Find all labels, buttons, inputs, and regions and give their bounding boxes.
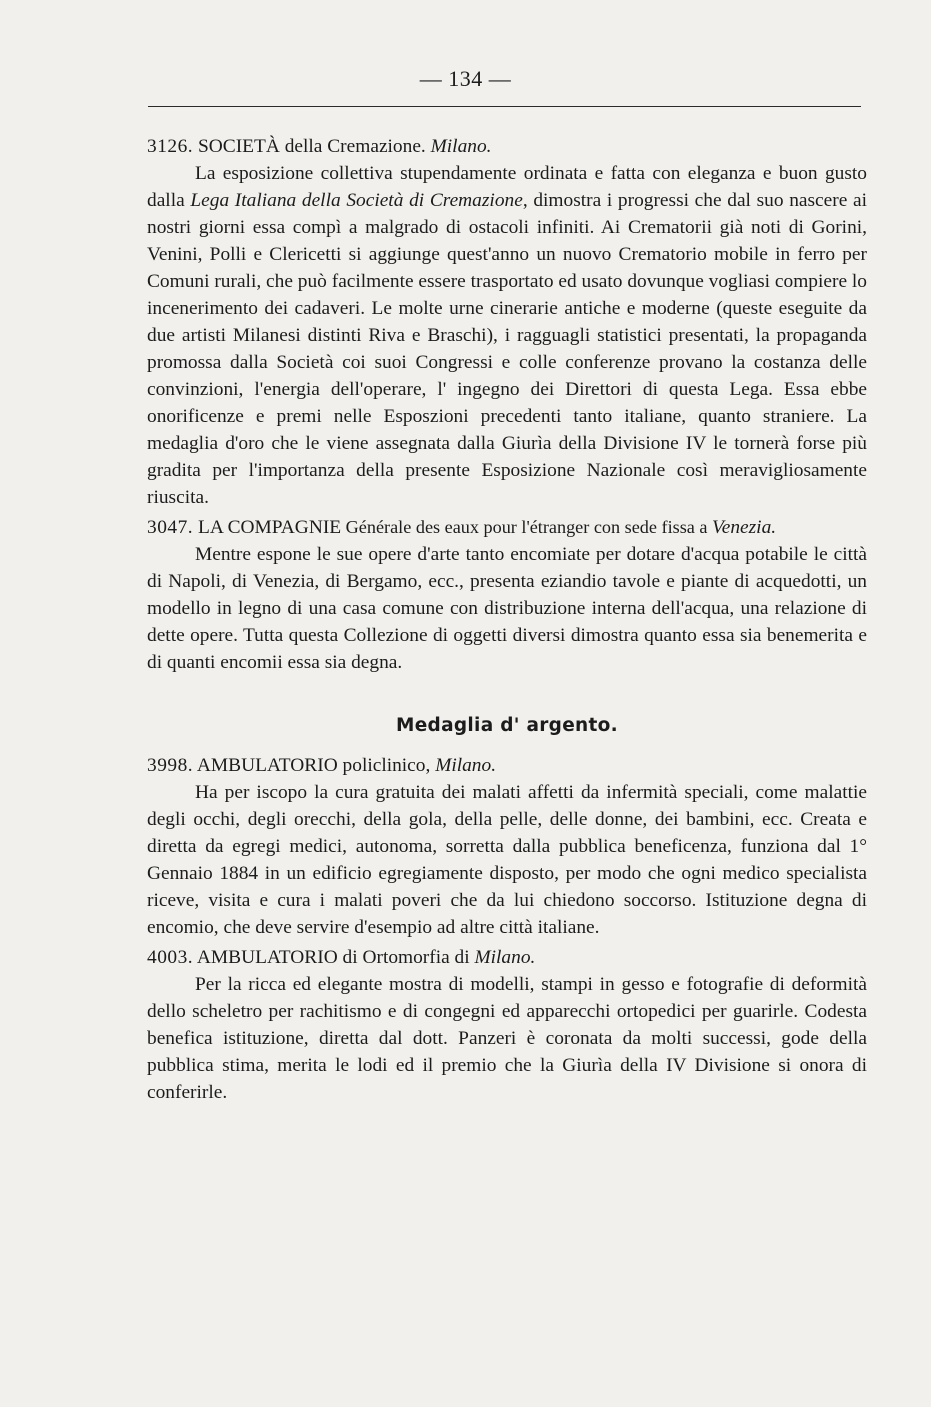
entry-description: policlinico,: [337, 755, 436, 776]
entry-number: 3047.: [147, 517, 194, 538]
entry-3047: [147, 514, 867, 676]
entry-number: 3126.: [147, 136, 194, 157]
entry-body: [147, 160, 867, 511]
entry-description: di Ortomorfia di: [337, 947, 475, 968]
entry-organization: LA COMPAGNIE: [198, 517, 342, 538]
entry-heading: [147, 752, 867, 779]
entry-4003: [147, 944, 867, 1106]
entry-body: Ha per iscopo la cura gratuita dei malati affetti da infermità speciali, come malattie degli occhi, degli orecchi, della gola, della pelle, delle donne, dei bambini, ecc. Creata e diretta da egregi medici, autonoma, sorretta dalla pubblica beneficenza, funziona dal 1° Gennaio 1884 in un edificio egregiamente disposto, per modo che ogni medico specialista riceve, visita e cura i malati poveri che da lui chiedono soccorso. Istituzione degna di encomio, che deve servire d'esempio ad altre città italiane.: [147, 782, 867, 938]
page-number: — 134 —: [419, 66, 512, 91]
entry-description: della Cremazione.: [279, 136, 431, 157]
entry-heading: [147, 133, 867, 160]
entry-heading: [147, 514, 867, 541]
entry-city: Milano.: [430, 136, 492, 157]
entry-body: Per la ricca ed elegante mostra di modelli, stampi in gesso e fotografie di deformità dello scheletro per rachitismo e di congegni ed apparecchi ortopedici per guarirle. Codesta benefica istituzione, diretta dal dott. Panzeri è coronata da molti successi, gode della pubblica stima, merita le lodi ed il premio che la Giurìa della IV Divisione si onora di conferirle.: [147, 974, 867, 1103]
page-content: [147, 133, 867, 1106]
header-rule: [148, 106, 861, 107]
entry-organization: SOCIETÀ: [198, 136, 280, 157]
entry-organization: AMBULATORIO: [196, 947, 338, 968]
entry-body: Mentre espone le sue opere d'arte tanto encomiate per dotare d'acqua potabile le città di Napoli, di Venezia, di Bergamo, ecc., presenta eziandio tavole e piante di acquedotti, un modello in legno di una casa comune con distribuzione interna dell'acqua, una relazione di dette opere. Tutta questa Collezione di oggetti diversi dimostra quanto essa sia benemerita e di quanti encomii essa sia degna.: [147, 544, 867, 673]
entry-number: 4003.: [147, 947, 194, 968]
entry-3998: [147, 752, 867, 941]
entry-body-text: La esposizione collettiva stupendamente ordinata e fatta con eleganza e buon gusto dalla: [147, 163, 867, 211]
entry-city: Milano.: [435, 755, 497, 776]
entry-number: 3998.: [147, 755, 194, 776]
entry-description: Générale des eaux pour l'étranger con sede fissa a: [341, 517, 713, 537]
entry-3126: [147, 133, 867, 511]
entry-city: Venezia.: [712, 517, 777, 538]
entry-organization: AMBULATORIO: [196, 755, 338, 776]
entry-body-text: , dimostra i progressi che dal suo nascere ai nostri giorni essa compì a malgrado di ostacoli infiniti. Ai Crematorii già noti di Gorini, Venini, Polli e Clericetti si aggiunge quest'anno un nuovo Crematorio mobile in ferro per Comuni rurali, che può facilmente essere trasportato ed usato dovunque vogliasi compiere lo incenerimento dei cadaveri. Le molte urne cinerarie antiche e moderne (queste eseguite da due artisti Milanesi distinti Riva e Braschi), i ragguagli statistici presentati, la propaganda promossa dalla Società coi suoi Congressi e colle conferenze provano la costanza delle convinzioni, l'energia dell'operare, l' ingegno dei Direttori di questa Lega. Essa ebbe onorificenze e premi nelle Esposzioni precedenti tanto italiane, quanto straniere. La medaglia d'oro che le viene assegnata dalla Giurìa della Divisione IV le tornerà forse più gradita per l'importanza della presente Esposizione Nazionale così meravigliosamente riuscita.: [147, 190, 867, 508]
entry-heading: [147, 944, 867, 971]
entry-city: Milano.: [474, 947, 536, 968]
section-title: Medaglia d' argento.: [395, 715, 619, 736]
entry-body-italic: Lega Italiana della Società di Cremazione: [190, 190, 523, 211]
